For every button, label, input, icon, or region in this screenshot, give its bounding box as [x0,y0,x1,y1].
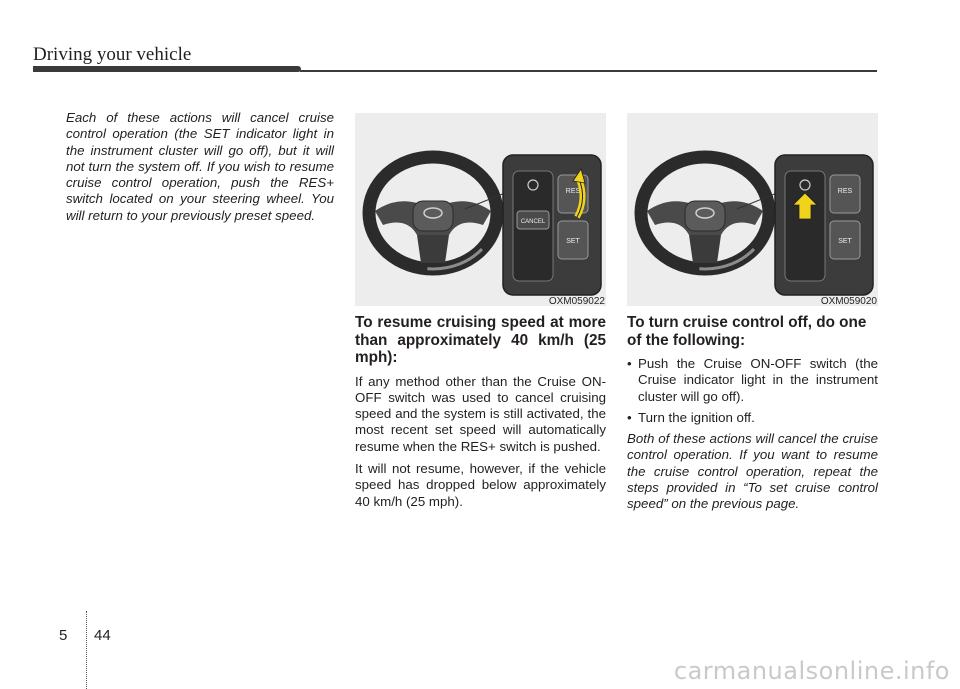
figure-off [627,113,878,306]
turn-off-list [627,356,878,426]
steering-wheel-res-illustration [355,113,606,306]
steering-wheel-onoff-illustration [627,113,878,306]
footer-divider [86,611,87,689]
set-button-label: SET [838,238,852,245]
watermark: carmanualsonline.info [673,657,950,685]
middle-column [355,314,606,516]
list-item: • Push the Cruise ON-OFF switch (the Cruise indicator light in the instrument cluster will go off). [627,356,878,404]
resume-heading: To resume cruising speed at more than approximately 40 km/h (25 mph): [355,314,606,366]
turn-off-note: Both of these actions will cancel the cruise control operation. If you want to resume the cruise control operation, repeat the steps provided in “To set cruise control speed” on the previous page. [627,431,878,512]
page-number: 44 [94,627,111,644]
page-header-title: Driving your vehicle [33,44,192,65]
left-paragraph: Each of these actions will cancel cruise control operation (the SET indicator light in the instrument cluster will go off), but it will not turn the system off. If you wish to resume cruise control operation, push the RES+ switch located on your steering wheel. You will return to your previously preset speed. [66,110,334,223]
figure-code-left: OXM059022 [548,296,605,307]
bullet-icon: • [627,409,632,425]
figure-resume [355,113,606,306]
figure-code-right: OXM059020 [820,296,877,307]
chapter-number: 5 [59,627,68,644]
cancel-button-label: CANCEL [520,219,546,225]
res-button-label: RES [837,188,853,195]
bullet-icon: • [627,356,632,371]
header-rule [300,70,877,72]
list-item: • Turn the ignition off. [627,409,755,425]
res-button-label: RES [565,188,581,195]
resume-paragraph-1: If any method other than the Cruise ON-OFF switch was used to cancel cruising speed and the system is still activated, the most recent set speed will automatically resume when the RES+ switch is pushed. [355,373,606,454]
set-button-label: SET [566,238,580,245]
resume-paragraph-2: It will not resume, however, if the vehicle speed has dropped below approximately 40 km/h (25 mph). [355,460,606,509]
left-column [66,110,334,230]
header-accent-bar [33,66,301,72]
turn-off-heading: To turn cruise control off, do one of the following: [627,314,867,349]
right-column [627,314,878,519]
